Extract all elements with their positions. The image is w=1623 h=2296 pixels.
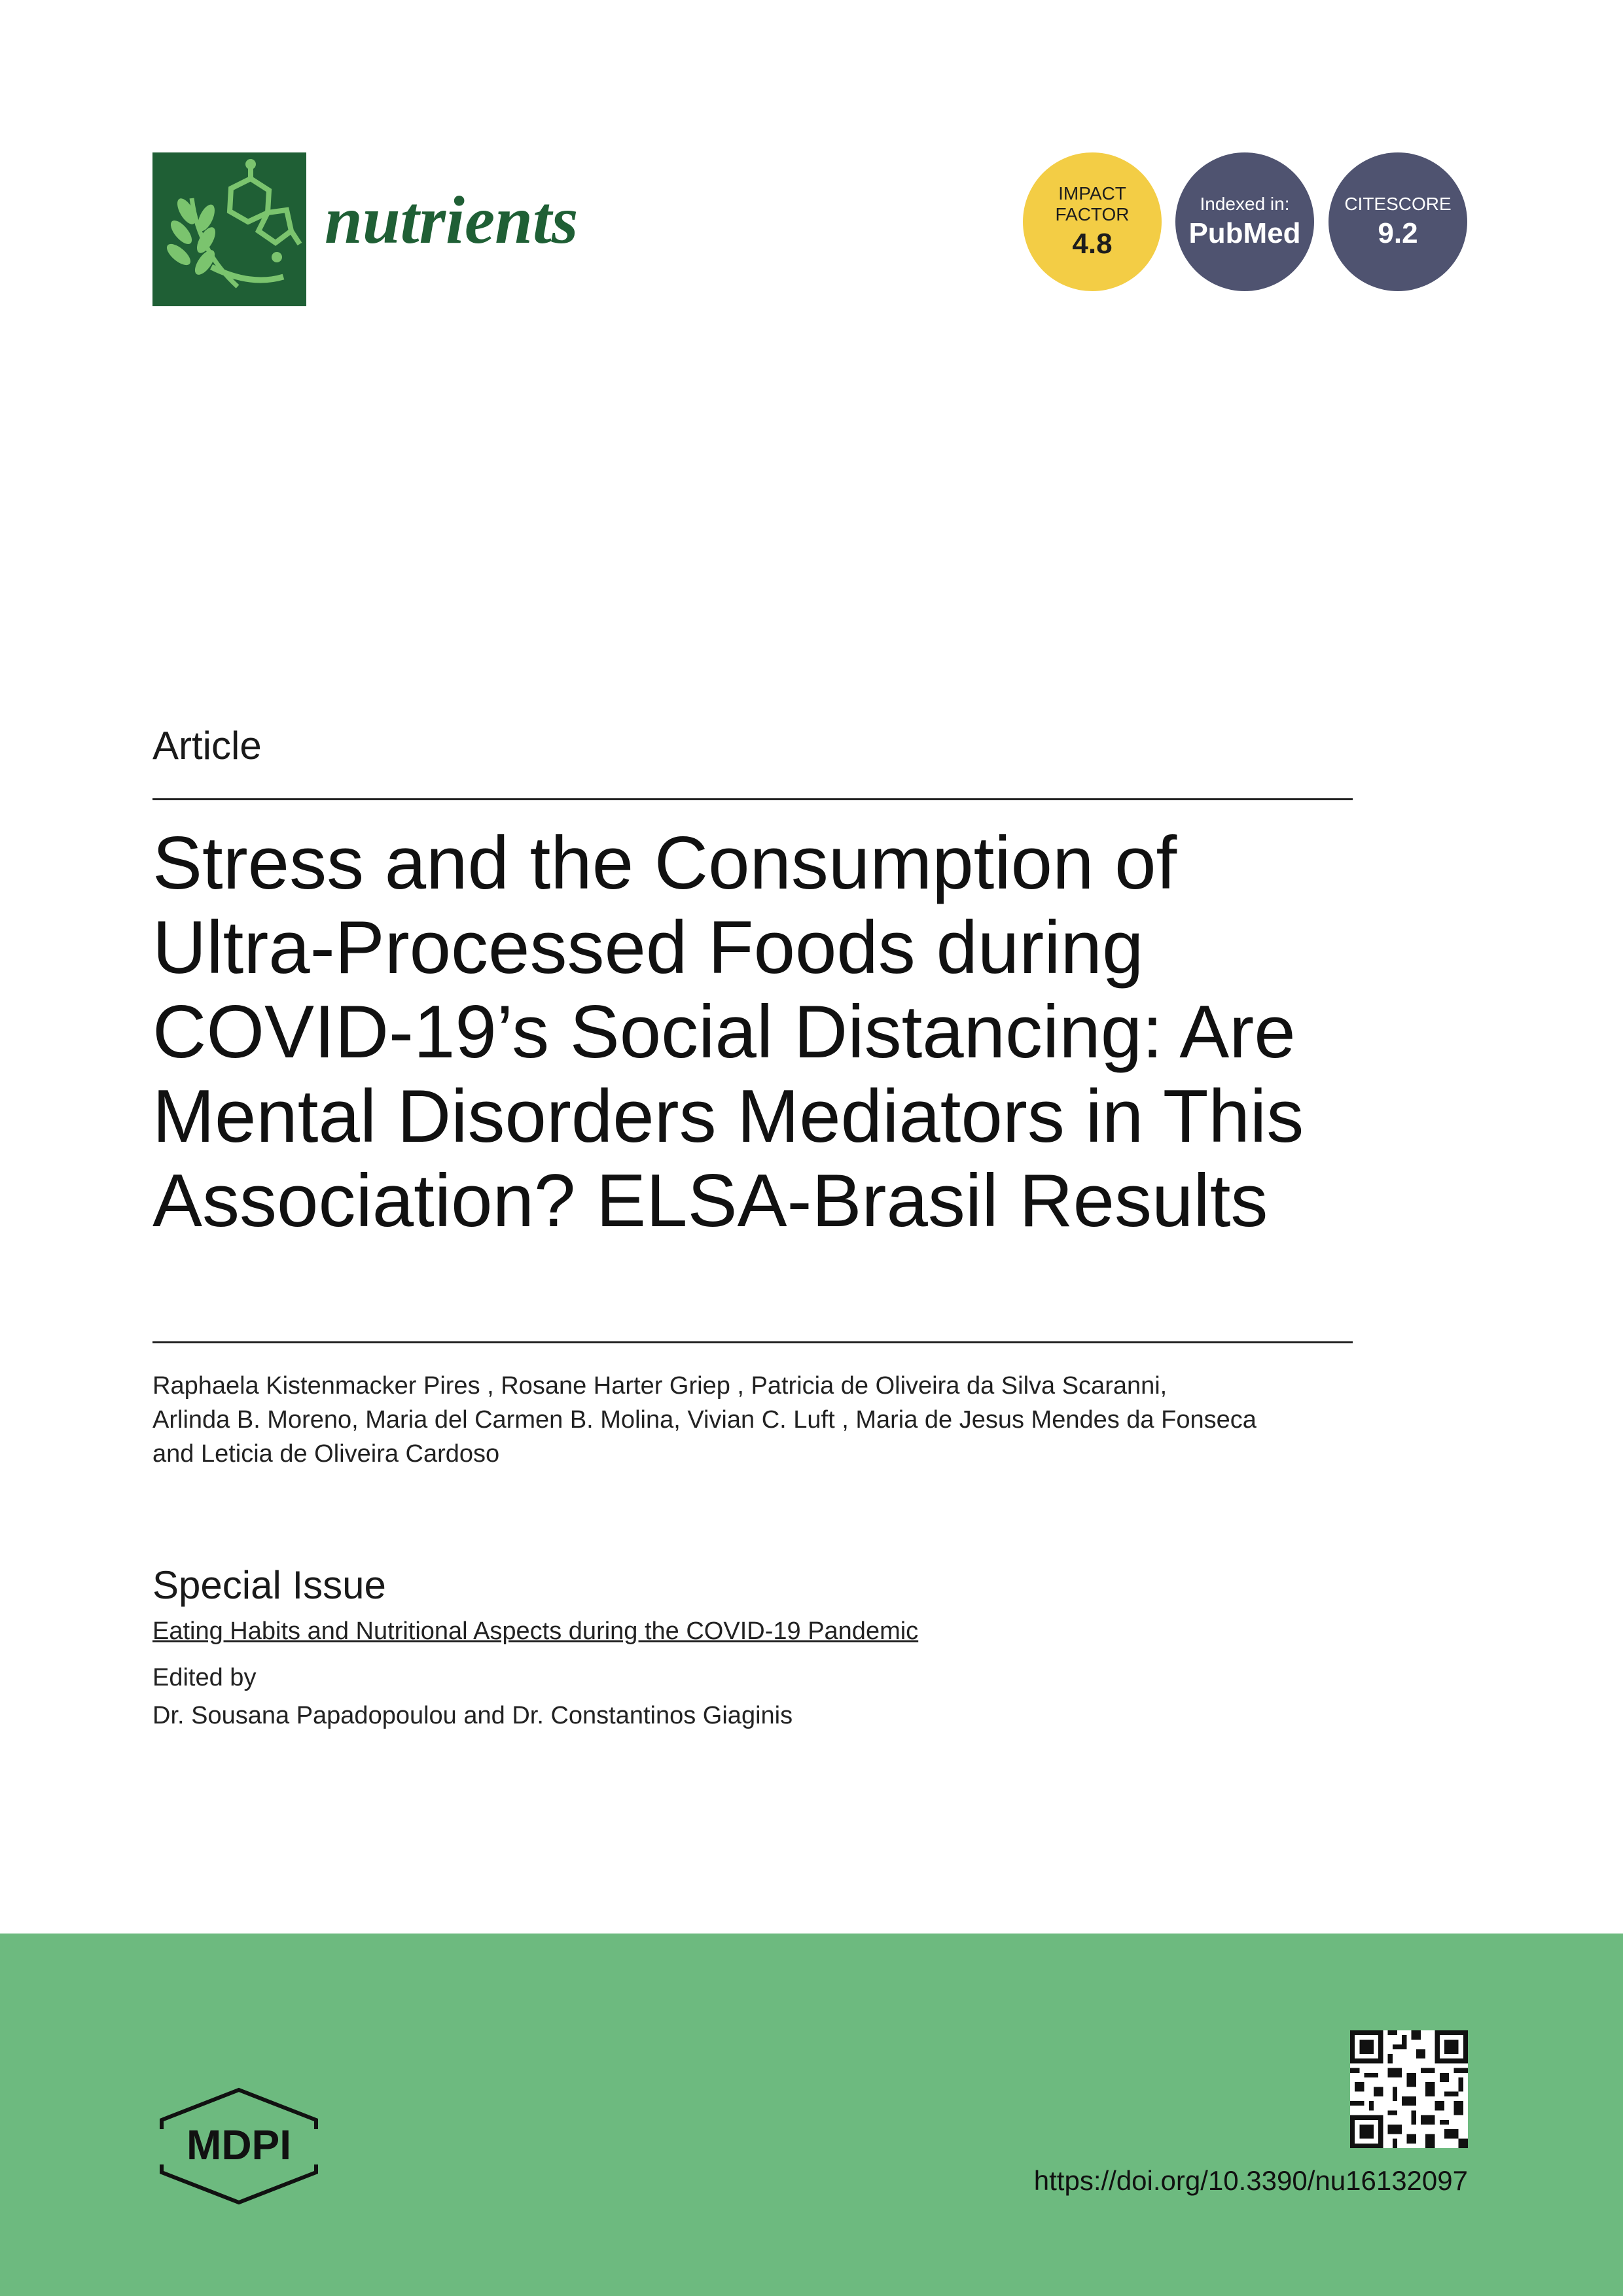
publisher-name: MDPI (187, 2121, 291, 2168)
impact-factor-label-line2: FACTOR (1055, 203, 1130, 224)
journal-name: nutrients (325, 183, 579, 258)
edited-by-label: Edited by (152, 1664, 257, 1691)
mdpi-logo-icon (152, 2087, 326, 2205)
indexed-label: Indexed in: (1200, 193, 1290, 214)
bottom-divider (152, 1341, 1353, 1343)
citescore-badge[interactable] (1329, 152, 1467, 291)
special-issue-heading: Special Issue (152, 1563, 386, 1607)
qr-code-icon[interactable] (1350, 2030, 1468, 2148)
nutrients-logo-icon (152, 152, 306, 306)
citescore-label: CITESCORE (1344, 193, 1452, 214)
article-type: Article (152, 724, 262, 768)
author-list (152, 1369, 1370, 1471)
doi-link[interactable]: https://doi.org/10.3390/nu16132097 (1033, 2165, 1468, 2196)
citescore-value: 9.2 (1378, 217, 1418, 249)
indexed-value: PubMed (1188, 217, 1301, 249)
indexed-badge[interactable] (1175, 152, 1314, 291)
editors: Dr. Sousana Papadopoulou and Dr. Constantinos Giaginis (152, 1702, 793, 1729)
impact-factor-badge[interactable] (1023, 152, 1162, 291)
authors-line: Raphaela Kistenmacker Pires , Rosane Harter Griep , Patricia de Oliveira da Silva Scaranni, (152, 1372, 1168, 1400)
impact-factor-label-line1: IMPACT (1058, 183, 1126, 203)
special-issue-link[interactable]: Eating Habits and Nutritional Aspects during the COVID-19 Pandemic (152, 1617, 919, 1645)
impact-factor-value: 4.8 (1072, 227, 1113, 260)
authors-line: and Leticia de Oliveira Cardoso (152, 1440, 500, 1468)
authors-line: Arlinda B. Moreno, Maria del Carmen B. Molina, Vivian C. Luft , Maria de Jesus Mendes da Fonseca (152, 1406, 1257, 1434)
top-divider (152, 798, 1353, 800)
article-title: Stress and the Consumption of Ultra-Processed Foods during COVID-19’s Social Distancing: Are Mental Disorders Mediators in This Association? ELSA-Brasil Results (152, 822, 1304, 1243)
